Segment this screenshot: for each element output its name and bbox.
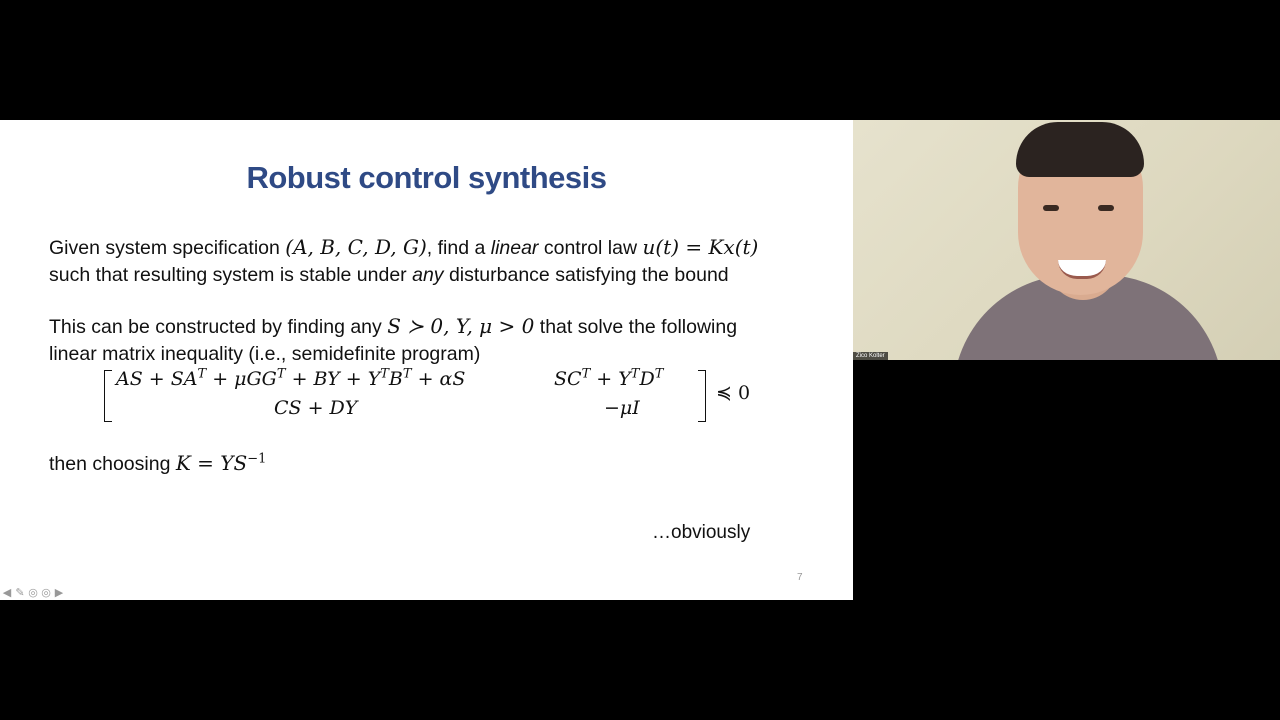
text: control law: [538, 237, 643, 259]
circle-icon[interactable]: ◎: [41, 587, 51, 599]
paragraph-spec: [49, 234, 758, 289]
matrix-cell-r1c1: AS + $SA^T + \mu GG^T$ + BY + $Y^TB^T + \alpha S$: [116, 366, 466, 390]
math-control-law: u(t) = Kx(t): [642, 235, 759, 259]
emphasis: linear: [490, 237, 539, 259]
slide-title: Robust control synthesis: [246, 160, 607, 195]
text: that solve the following: [534, 316, 738, 338]
math-spec: (A, B, C, D, G): [285, 235, 427, 259]
paragraph-choose: [49, 450, 266, 478]
superscript: −1: [247, 451, 267, 467]
eye-icon: [1043, 205, 1059, 211]
eye-icon: [1098, 205, 1114, 211]
participant-name-label: Zico Kolter: [853, 352, 888, 360]
text: This can be constructed by finding any: [49, 316, 388, 338]
participant-video: [853, 120, 1280, 360]
right-bracket: [698, 370, 706, 422]
matrix-cell-r2c2: −μI: [604, 397, 640, 419]
emphasis: any: [412, 264, 444, 286]
obviously-note: …obviously: [652, 522, 751, 543]
person-hair: [1016, 122, 1144, 177]
arrow-left-icon[interactable]: ◀: [2, 587, 12, 599]
page-number: 7: [797, 572, 803, 583]
paragraph-lmi: [49, 313, 737, 368]
presentation-slide: [0, 120, 853, 600]
text: such that resulting system is stable under: [49, 264, 413, 286]
text: Given system specification: [49, 237, 286, 259]
text: , find a: [426, 237, 491, 259]
text: disturbance satisfying the bound: [443, 264, 729, 286]
slide-nav-controls: [2, 586, 64, 600]
left-bracket: [104, 370, 112, 422]
circle-icon[interactable]: ◎: [28, 587, 38, 599]
pencil-icon[interactable]: ✎: [15, 587, 25, 599]
matrix-cell-r2c1: CS + DY: [274, 397, 358, 419]
matrix-relation: ≼ 0: [716, 382, 751, 404]
text: then choosing: [49, 453, 176, 475]
math-conditions: S ≻ 0, Y, μ > 0: [387, 314, 535, 338]
arrow-right-icon[interactable]: ▶: [54, 587, 64, 599]
matrix-cell-r1c2: $SC^T + Y^TD^T$: [554, 366, 664, 390]
text: linear matrix inequality (i.e., semidefinite program): [49, 343, 481, 365]
math-gain: K = YS: [175, 451, 248, 475]
